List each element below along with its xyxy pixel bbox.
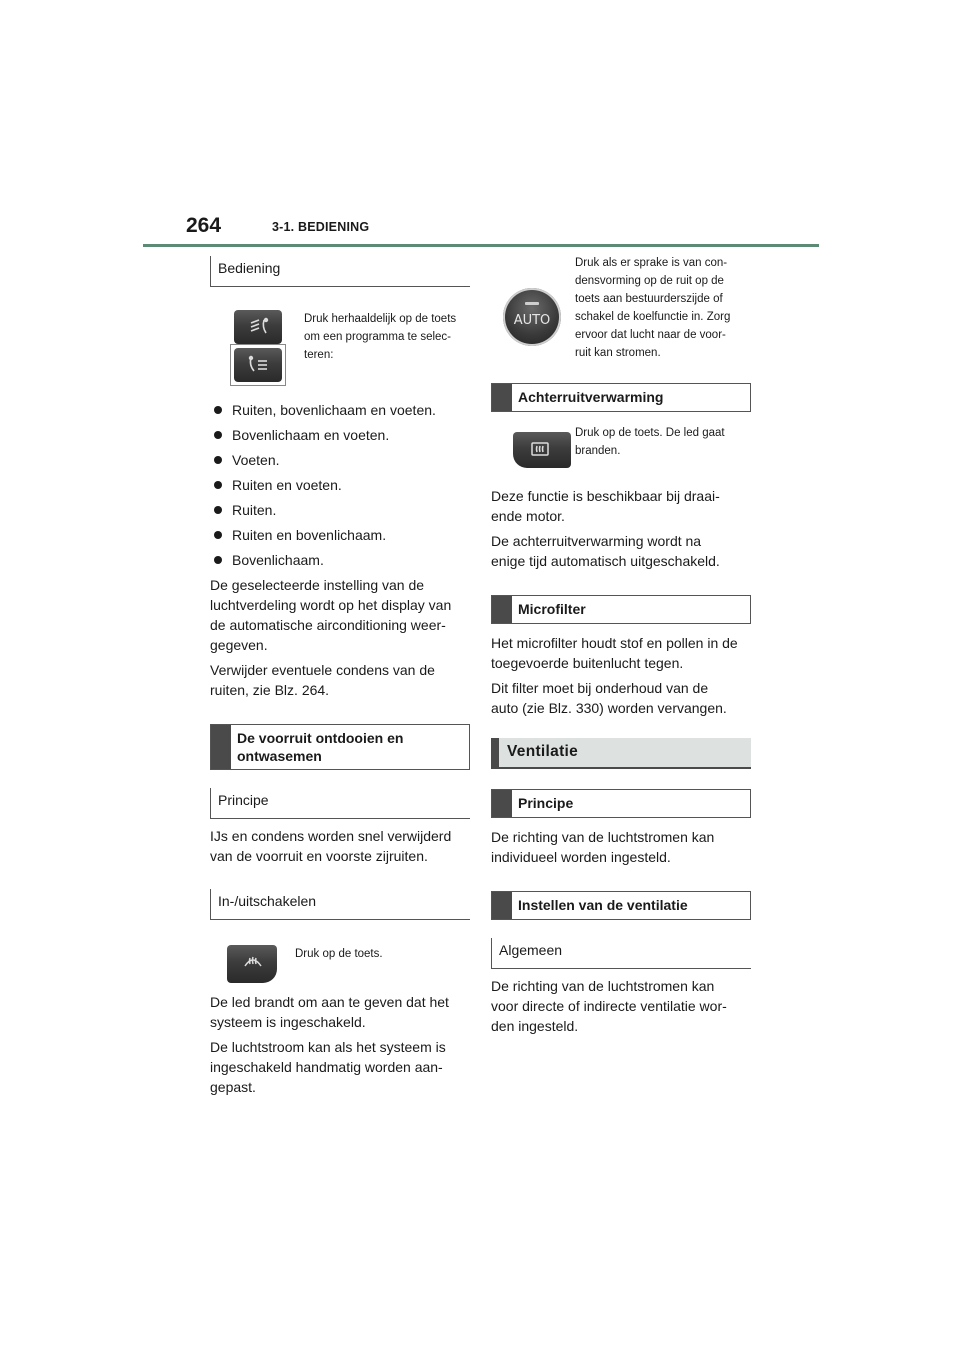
list-item: Ruiten, bovenlichaam en voeten. — [210, 400, 470, 420]
section-title: 3-1. BEDIENING — [272, 220, 370, 234]
auto-label: AUTO — [513, 313, 551, 328]
bullet-icon — [214, 506, 222, 514]
bullet-icon — [214, 481, 222, 489]
right-column — [491, 256, 751, 1041]
program-list — [210, 400, 470, 570]
list-item: Ruiten. — [210, 500, 470, 520]
heading-defrost: De voorruit ontdooien en ontwasemen — [210, 724, 470, 770]
bullet-icon — [214, 431, 222, 439]
list-item: Ruiten en bovenlichaam. — [210, 525, 470, 545]
bullet-icon — [214, 556, 222, 564]
bullet-icon — [214, 406, 222, 414]
airflow-body-icon — [246, 355, 270, 375]
auto-caption: Druk als er sprake is van con- densvorming op de ruit op de toets aan bestuurderszijde of schakel de koelfunctie in. Zorg ervoor dat lucht naar de voor- ruit kan stromen. — [575, 257, 731, 359]
bullet-icon — [214, 456, 222, 464]
subheading-algemeen: Algemeen — [491, 938, 751, 969]
paragraph-filter-service: Dit filter moet bij onderhoud van de auto (zie Blz. 330) worden vervangen. — [491, 680, 727, 716]
list-item: Ruiten en voeten. — [210, 475, 470, 495]
rear-defrost-caption: Druk op de toets. De led gaat branden. — [575, 427, 725, 457]
defrost-icon — [243, 954, 263, 968]
led-indicator-icon — [525, 302, 539, 305]
section-heading-ventilatie: Ventilatie — [491, 738, 751, 769]
defrost-caption: Druk op de toets. — [295, 948, 383, 960]
left-column — [210, 256, 470, 1102]
program-button-row — [210, 310, 470, 386]
rear-defrost-button-row — [491, 428, 751, 472]
heading-instellen-ventilatie: Instellen van de ventilatie — [491, 891, 751, 920]
paragraph-led: De led brandt om aan te geven dat het systeem is ingeschakeld. — [210, 994, 449, 1030]
list-item: Bovenlichaam. — [210, 550, 470, 570]
heading-vent-principe: Principe — [491, 789, 751, 818]
auto-button — [503, 288, 561, 346]
front-defrost-button — [227, 945, 277, 983]
paragraph-rear-auto: De achterruitverwarming wordt na enige tijd automatisch uitgeschakeld. — [491, 533, 720, 569]
paragraph-display: De geselecteerde instelling van de luchtverdeling wordt op het display van de automatische airconditioning weer- gegeven. — [210, 577, 452, 653]
rear-defrost-button — [513, 432, 571, 468]
paragraph-principe: IJs en condens worden snel verwijderd van de voorruit en voorste zijruiten. — [210, 828, 452, 864]
paragraph-algemeen: De richting van de luchtstromen kan voor directe of indirecte ventilatie wor- den ingesteld. — [491, 978, 727, 1034]
paragraph-microfilter: Het microfilter houdt stof en pollen in de toegevoerde buitenlucht tegen. — [491, 635, 738, 671]
airflow-upper-button — [234, 310, 282, 344]
heading-microfilter: Microfilter — [491, 595, 751, 624]
subheading-bediening: Bediening — [210, 256, 470, 287]
auto-button-row — [491, 256, 751, 364]
paragraph-luchtstroom: De luchtstroom kan als het systeem is ingeschakeld handmatig worden aan- gepast. — [210, 1039, 446, 1095]
rear-defrost-icon — [531, 442, 549, 456]
list-item: Bovenlichaam en voeten. — [210, 425, 470, 445]
defrost-button-row — [210, 945, 470, 985]
list-item: Voeten. — [210, 450, 470, 470]
paragraph-vent-principe: De richting van de luchtstromen kan individueel worden ingesteld. — [491, 829, 715, 865]
subheading-in-uitschakelen: In-/uitschakelen — [210, 889, 470, 920]
bullet-icon — [214, 531, 222, 539]
paragraph-condens: Verwijder eventuele condens van de ruiten, zie Blz. 264. — [210, 662, 435, 698]
page-number: 264 — [186, 214, 222, 237]
header-rule — [143, 244, 819, 247]
airflow-windshield-icon — [247, 317, 271, 337]
airflow-lower-button — [234, 348, 282, 382]
program-caption: Druk herhaaldelijk op de toets om een programma te selec- teren: — [304, 313, 457, 361]
heading-achterruitverwarming: Achterruitverwarming — [491, 383, 751, 412]
paragraph-rear-motor: Deze functie is beschikbaar bij draai- ende motor. — [491, 488, 720, 524]
program-buttons-image — [230, 310, 304, 386]
subheading-principe: Principe — [210, 788, 470, 819]
